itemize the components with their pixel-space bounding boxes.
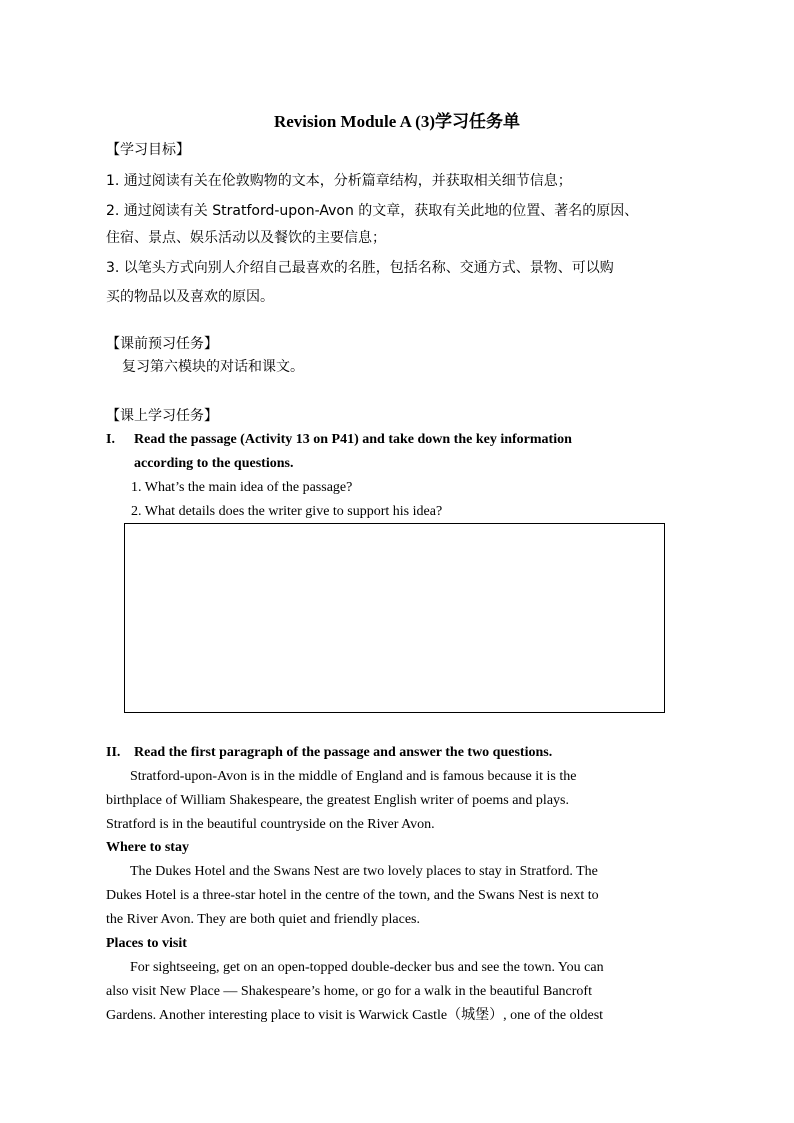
task1-instruction-line2: according to the questions. [134,456,294,471]
passage-p3-line3: Gardens. Another interesting place to visit is Warwick Castle（城堡）, one of the oldest [106,1008,604,1023]
passage-p1-line1: Stratford-upon-Avon is in the middle of England and is famous because it is the [130,769,577,784]
objective-line-4: 3. 以笔头方式向别人介绍自己最喜欢的名胜，包括名称、交通方式、景物、可以购 [106,260,614,276]
objectives-heading: 【学习目标】 [106,142,190,158]
objective-line-3: 住宿、景点、娱乐活动以及餐饮的主要信息； [106,230,386,246]
task1-number: I. [106,432,115,447]
passage-p2-line1: The Dukes Hotel and the Swans Nest are two lovely places to stay in Stratford. The [130,864,598,879]
preview-heading: 【课前预习任务】 [106,336,218,352]
preview-text: 复习第六模块的对话和课文。 [122,359,304,375]
passage-p2-line3: the River Avon. They are both quiet and friendly places. [106,912,421,927]
heading-places-to-visit: Places to visit [106,936,187,951]
passage-p3-line1: For sightseeing, get on an open-topped double-decker bus and see the town. You can [130,960,604,975]
objective-line-1: 1. 通过阅读有关在伦敦购物的文本，分析篇章结构，并获取相关细节信息； [106,173,572,189]
answer-box[interactable] [124,523,665,713]
page-title: Revision Module A (3)学习任务单 [273,112,521,131]
task2-number: II. [106,745,121,760]
task1-question-2: 2. What details does the writer give to support his idea? [131,504,443,519]
class-tasks-heading: 【课上学习任务】 [106,408,218,424]
passage-p1-line2: birthplace of William Shakespeare, the greatest English writer of poems and plays. [106,793,569,808]
task2-instruction: Read the first paragraph of the passage and answer the two questions. [134,745,553,760]
objective-line-2: 2. 通过阅读有关 Stratford-upon-Avon 的文章，获取有关此地的位置、著名的原因、 [106,203,639,219]
task1-instruction-line1: Read the passage (Activity 13 on P41) and take down the key information [134,432,572,447]
task1-question-1: 1. What’s the main idea of the passage? [131,480,353,495]
passage-p1-line3: Stratford is in the beautiful countryside on the River Avon. [106,817,435,832]
passage-p2-line2: Dukes Hotel is a three-star hotel in the centre of the town, and the Swans Nest is next to [106,888,599,903]
heading-where-to-stay: Where to stay [106,840,189,855]
objective-line-5: 买的物品以及喜欢的原因。 [106,289,274,305]
passage-p3-line2: also visit New Place — Shakespeare’s home, or go for a walk in the beautiful Bancroft [106,984,592,999]
